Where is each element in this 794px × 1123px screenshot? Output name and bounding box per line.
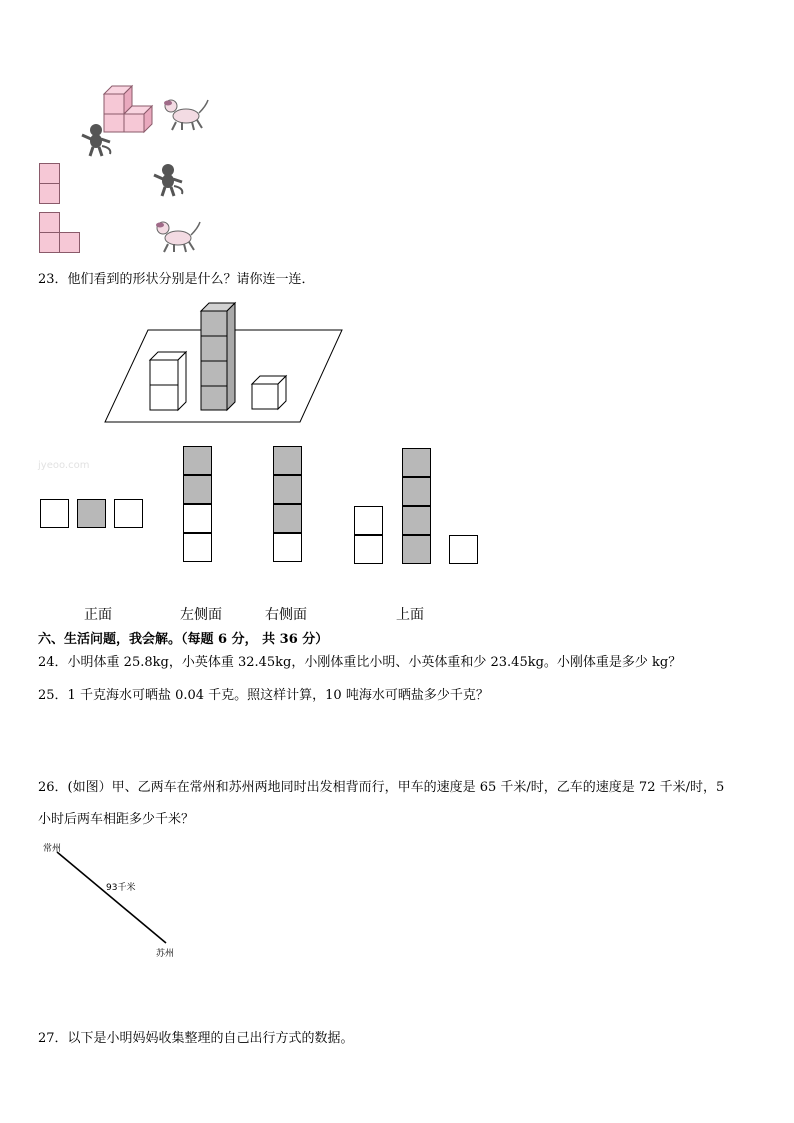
view-square (354, 535, 383, 564)
distance-label: 93千米 (106, 883, 136, 893)
question-25-text: 25．1 千克海水可晒盐 0.04 千克。照这样计算，10 吨海水可晒盐多少千克？ (38, 688, 489, 703)
label-right-side: 右侧面 (265, 607, 307, 623)
cube-scene-figure (100, 300, 350, 428)
view-square (183, 533, 212, 562)
question-26-line1: 26．(如图）甲、乙两车在常州和苏州两地同时出发相背而行，甲车的速度是 65 千米/时，乙车的速度是 72 千米/时，5 (38, 780, 725, 795)
pink-square (39, 183, 60, 204)
dog-icon (152, 218, 202, 258)
watermark: jyeoo.com (38, 460, 90, 471)
city-label-changzhou: 常州 (43, 844, 62, 854)
question-26-line2: 小时后两车相距多少千米？ (38, 812, 195, 827)
front-view-square (40, 499, 69, 528)
monkey-icon (80, 122, 116, 162)
view-square (183, 475, 212, 504)
pink-square (39, 232, 60, 253)
label-front: 正面 (84, 607, 112, 623)
view-square (273, 533, 302, 562)
pink-square (39, 212, 60, 233)
view-square (402, 535, 431, 564)
section-6-title: 六、生活问题，我会解。（每题 6 分， 共 36 分） (38, 632, 329, 647)
view-square (402, 506, 431, 535)
monkey-icon (152, 162, 188, 202)
front-view-square (114, 499, 143, 528)
pink-square (39, 163, 60, 184)
question-27-text: 27．以下是小明妈妈收集整理的自己出行方式的数据。 (38, 1031, 354, 1046)
view-square (402, 448, 431, 477)
front-view-square (77, 499, 106, 528)
view-square (183, 446, 212, 475)
view-square (449, 535, 478, 564)
pink-square (59, 232, 80, 253)
question-23-text: 23．他们看到的形状分别是什么？请你连一连． (38, 272, 315, 287)
view-square (273, 504, 302, 533)
view-square (183, 504, 212, 533)
dog-icon (160, 96, 210, 136)
route-diagram (40, 840, 190, 960)
view-square (273, 446, 302, 475)
label-top: 上面 (396, 607, 424, 623)
label-left-side: 左侧面 (180, 607, 222, 623)
view-square (402, 477, 431, 506)
view-square (354, 506, 383, 535)
view-square (273, 475, 302, 504)
city-label-suzhou: 苏州 (156, 949, 175, 959)
question-24-text: 24．小明体重 25.8kg，小英体重 32.45kg，小刚体重比小明、小英体重和少 23.45kg。小刚体重是多少 kg？ (38, 655, 682, 670)
